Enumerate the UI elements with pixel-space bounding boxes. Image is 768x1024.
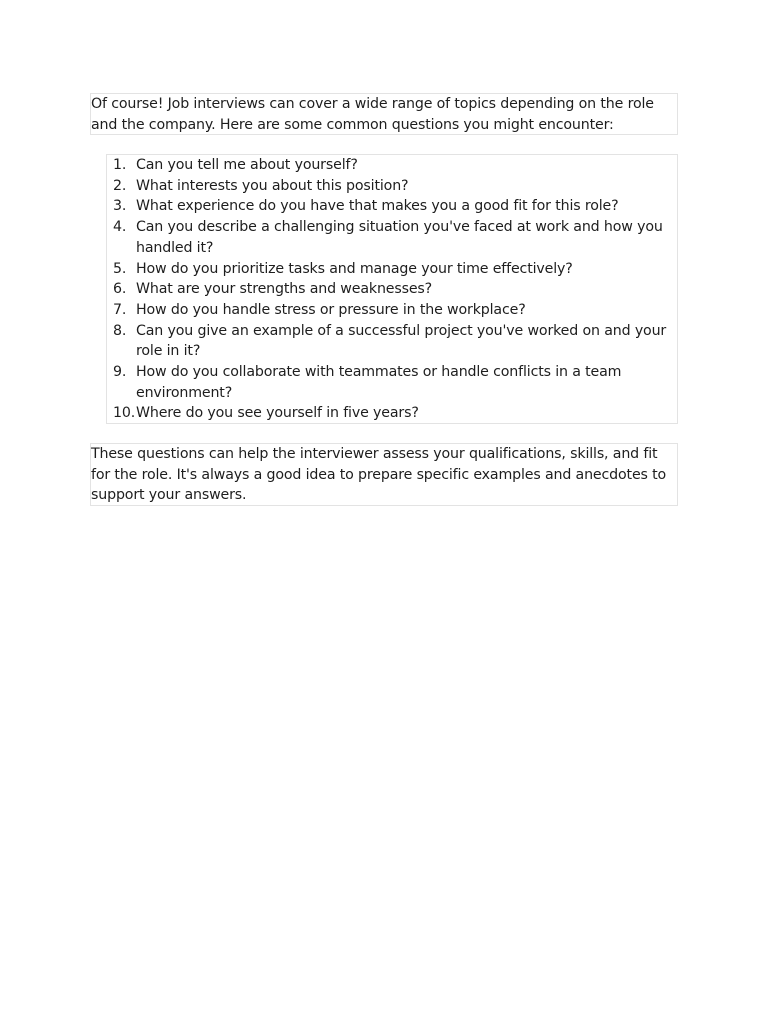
list-item-number: 8.	[113, 322, 127, 339]
list-item	[107, 279, 677, 300]
list-item	[107, 217, 677, 258]
list-item	[107, 176, 677, 197]
list-item-text: How do you prioritize tasks and manage your time effectively?	[136, 260, 573, 277]
list-item-number: 3.	[113, 198, 127, 215]
intro-paragraph: Of course! Job interviews can cover a wide range of topics depending on the role and the company. Here are some common questions you might encounter:	[91, 96, 654, 133]
list-item	[107, 362, 677, 403]
list-item-number: 1.	[113, 157, 127, 173]
list-item-text: Can you describe a challenging situation you've faced at work and how you handled it?	[136, 219, 663, 256]
list-item	[107, 259, 677, 280]
list-item	[107, 155, 677, 176]
list-item	[107, 321, 677, 362]
list-item	[107, 300, 677, 321]
intro-paragraph-block	[90, 93, 678, 135]
list-item-text: Can you give an example of a successful project you've worked on and your role in it?	[136, 322, 667, 360]
list-item-number: 4.	[113, 219, 127, 236]
list-item-text: Where do you see yourself in five years?	[136, 405, 419, 422]
list-item-number: 7.	[113, 301, 127, 318]
list-item-number: 6.	[113, 281, 127, 298]
list-item	[107, 403, 677, 424]
list-item-number: 10.	[113, 405, 136, 422]
list-item-number: 9.	[113, 364, 127, 381]
questions-list-block	[106, 154, 678, 424]
questions-list	[107, 155, 677, 424]
list-item-text: How do you handle stress or pressure in the workplace?	[136, 301, 526, 318]
list-item-text: Can you tell me about yourself?	[136, 157, 358, 173]
list-item-number: 2.	[113, 177, 127, 194]
list-item-text: What are your strengths and weaknesses?	[136, 281, 433, 298]
list-item-number: 5.	[113, 260, 127, 277]
outro-paragraph: These questions can help the interviewer assess your qualifications, skills, and fit for the role. It's always a good idea to prepare specific examples and anecdotes to support your answers.	[91, 446, 667, 504]
list-item-text: How do you collaborate with teammates or handle conflicts in a team environment?	[136, 364, 622, 401]
outro-paragraph-block	[90, 443, 678, 506]
list-item	[107, 196, 677, 217]
list-item-text: What interests you about this position?	[136, 177, 409, 194]
list-item-text: What experience do you have that makes you a good fit for this role?	[136, 198, 619, 215]
